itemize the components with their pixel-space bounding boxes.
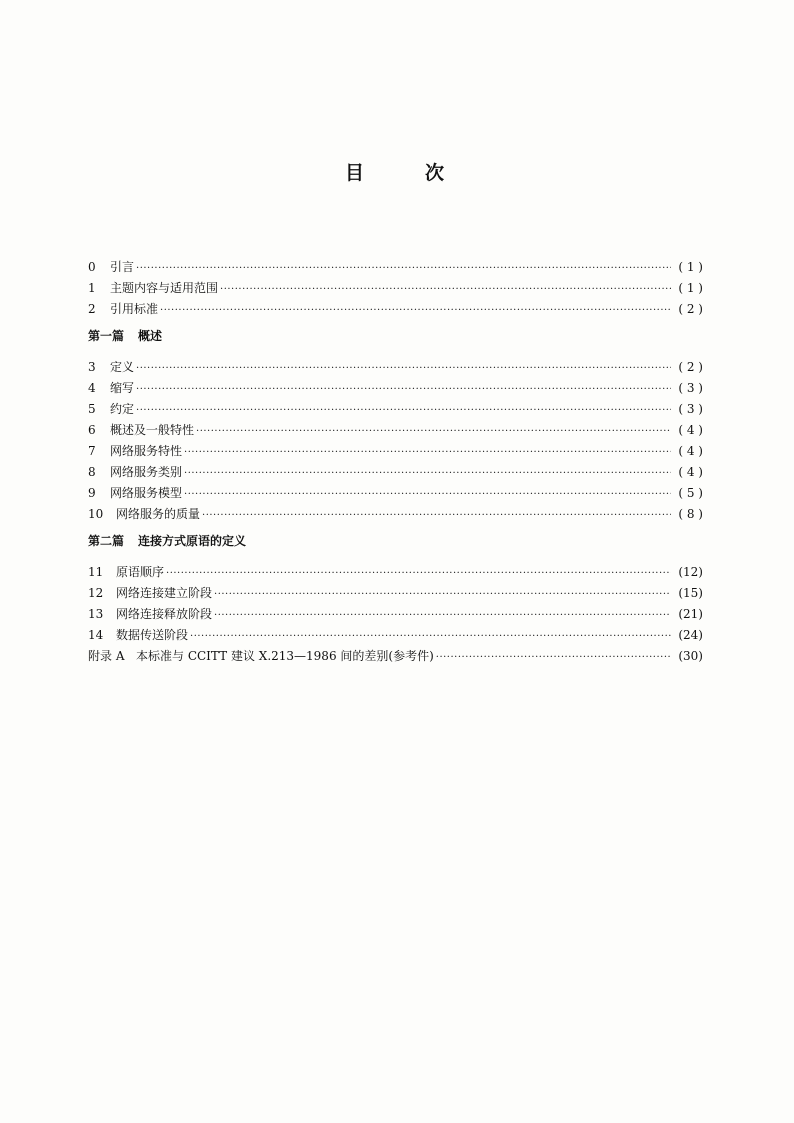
- toc-entry-number: 13: [88, 607, 104, 621]
- toc-entry-page: (12): [678, 565, 703, 579]
- toc-entry-page: ( 3 ): [678, 402, 703, 416]
- toc-entry[interactable]: [88, 604, 703, 625]
- toc-entry-number: 1: [88, 281, 96, 295]
- toc-entry-number: 3: [88, 360, 96, 374]
- leader-dots: [136, 400, 671, 421]
- toc-entry-number: 9: [88, 486, 96, 500]
- toc-entry-number: 11: [88, 565, 104, 579]
- part-heading-2: [88, 531, 703, 552]
- toc-entry-label: 本标准与 CCITT 建议 X.213—1986 间的差别(参考件): [136, 649, 434, 663]
- toc-entry-page: ( 5 ): [678, 486, 703, 500]
- leader-dots: [214, 584, 671, 605]
- toc-entry-page: (30): [678, 649, 703, 663]
- leader-dots: [160, 300, 671, 321]
- toc-entry[interactable]: [88, 357, 703, 378]
- toc-entry-label: 网络连接建立阶段: [116, 586, 213, 600]
- toc-entry[interactable]: [88, 504, 703, 525]
- toc-entry-number: 8: [88, 465, 96, 479]
- toc-entry-label: 网络服务类别: [110, 465, 183, 479]
- toc-entry[interactable]: [88, 483, 703, 504]
- part-heading-1: [88, 326, 703, 347]
- toc-entry-label: 原语顺序: [116, 565, 165, 579]
- toc-entry-label: 概述及一般特性: [110, 423, 195, 437]
- toc-entry-label: 主题内容与适用范围: [110, 281, 219, 295]
- toc-entry-appendix[interactable]: [88, 646, 703, 667]
- toc-entry-page: ( 4 ): [678, 465, 703, 479]
- toc-entry-number: 14: [88, 628, 104, 642]
- toc-entry-page: ( 4 ): [678, 444, 703, 458]
- leader-dots: [166, 563, 671, 584]
- leader-dots: [136, 379, 671, 400]
- title-char-2: 次: [425, 162, 445, 184]
- title-char-1: 目: [345, 162, 365, 184]
- toc-entry-page: ( 2 ): [678, 302, 703, 316]
- toc-entry-number: 10: [88, 507, 104, 521]
- toc-entry-label: 数据传送阶段: [116, 628, 189, 642]
- toc-entry-number: 7: [88, 444, 96, 458]
- leader-dots: [202, 505, 671, 526]
- toc-entry-page: (24): [678, 628, 703, 642]
- toc-entry-number: 4: [88, 381, 96, 395]
- toc-entry-page: ( 4 ): [678, 423, 703, 437]
- toc-entry-page: ( 1 ): [678, 281, 703, 295]
- part-name: 连接方式原语的定义: [138, 534, 247, 548]
- toc-entry-number: 附录 A: [88, 649, 125, 663]
- leader-dots: [184, 442, 671, 463]
- part-number: 第一篇: [88, 329, 125, 343]
- part-number: 第二篇: [88, 534, 125, 548]
- toc-entry-page: ( 2 ): [678, 360, 703, 374]
- leader-dots: [136, 358, 671, 379]
- toc-entry-number: 5: [88, 402, 96, 416]
- toc-entry[interactable]: [88, 399, 703, 420]
- toc-entry-page: ( 3 ): [678, 381, 703, 395]
- toc-entry[interactable]: [88, 378, 703, 399]
- leader-dots: [196, 421, 671, 442]
- leader-dots: [220, 279, 671, 300]
- toc-entry-label: 定义: [110, 360, 135, 374]
- toc-entry-page: ( 1 ): [678, 260, 703, 274]
- toc-entry-label: 网络连接释放阶段: [116, 607, 213, 621]
- toc-entry-number: 2: [88, 302, 96, 316]
- toc-entry-label: 网络服务的质量: [116, 507, 201, 521]
- leader-dots: [190, 626, 671, 647]
- toc-entry-label: 缩写: [110, 381, 135, 395]
- toc-entry-label: 网络服务特性: [110, 444, 183, 458]
- part-name: 概述: [138, 329, 163, 343]
- toc-entry[interactable]: [88, 562, 703, 583]
- toc-entry[interactable]: [88, 625, 703, 646]
- leader-dots: [214, 605, 671, 626]
- toc-entry[interactable]: [88, 441, 703, 462]
- toc-entry-number: 0: [88, 260, 96, 274]
- toc-entry[interactable]: [88, 278, 703, 299]
- toc-entry[interactable]: [88, 299, 703, 320]
- toc-entry-label: 约定: [110, 402, 135, 416]
- toc-entry[interactable]: [88, 257, 703, 278]
- toc-entry[interactable]: [88, 420, 703, 441]
- leader-dots: [136, 258, 671, 279]
- toc-entry-label: 网络服务模型: [110, 486, 183, 500]
- toc-entry[interactable]: [88, 462, 703, 483]
- toc-entry-label: 引言: [110, 260, 135, 274]
- table-of-contents: [88, 257, 703, 667]
- toc-entry-number: 12: [88, 586, 104, 600]
- leader-dots: [436, 647, 671, 668]
- toc-entry[interactable]: [88, 583, 703, 604]
- toc-entry-label: 引用标准: [110, 302, 159, 316]
- toc-entry-number: 6: [88, 423, 96, 437]
- leader-dots: [184, 484, 671, 505]
- leader-dots: [184, 463, 671, 484]
- toc-entry-page: (15): [678, 586, 703, 600]
- toc-entry-page: ( 8 ): [678, 507, 703, 521]
- toc-entry-page: (21): [678, 607, 703, 621]
